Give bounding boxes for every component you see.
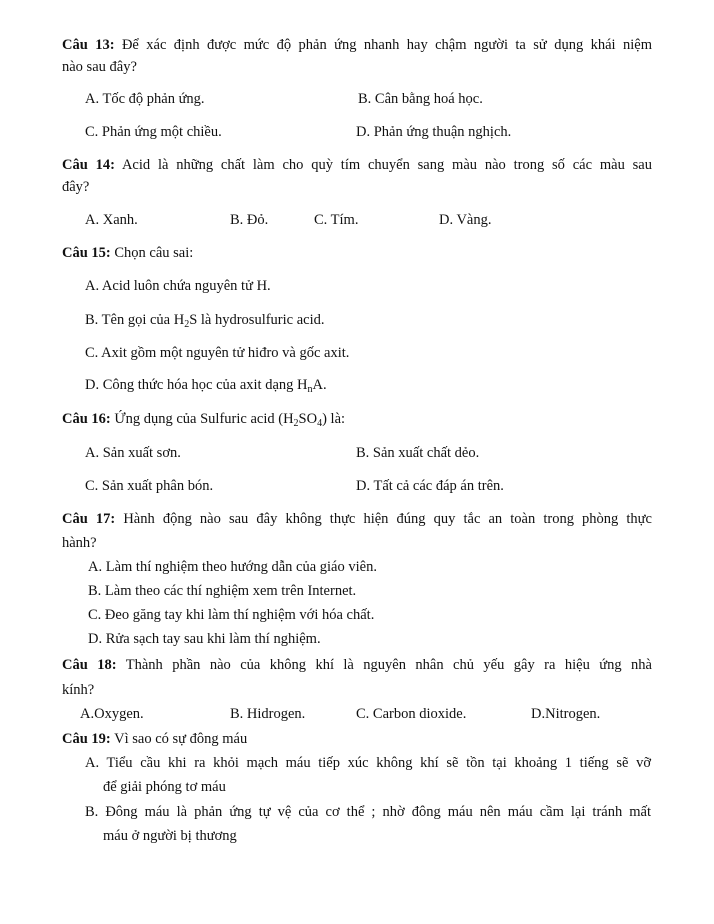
question-14-number: Câu 14: [62, 157, 115, 173]
question-17-option-d: D. Rửa sạch tay sau khi làm thí nghiệm. [88, 631, 321, 647]
question-17 [62, 510, 652, 528]
question-17-text: Hành động nào sau đây không thực hiện đúng quy tắc an toàn trong phòng thực [115, 511, 652, 527]
question-16: Câu 16: Ứng dụng của Sulfuric acid $(H_2SO_4)$ là: [62, 411, 346, 429]
question-15-number: Câu 15: [62, 245, 111, 261]
question-13 [62, 36, 652, 54]
question-15-option-a: A. Acid luôn chứa nguyên tử H. [85, 278, 271, 294]
question-19-option-a: A. Tiểu cầu khi ra khỏi mạch máu tiếp xúc không khí sẽ tồn tại khoảng 1 tiếng sẽ vỡ [85, 755, 651, 771]
question-19-text: Vì sao có sự đông máu [110, 731, 248, 747]
question-16-option-d: D. Tất cả các đáp án trên. [356, 478, 504, 494]
question-13-option-c: C. Phản ứng một chiều. [85, 124, 222, 140]
question-17-option-b: B. Làm theo các thí nghiệm xem trên Internet. [88, 583, 357, 599]
question-18-option-d: D.Nitrogen. [531, 706, 601, 722]
question-14-option-b: B. Đỏ. [230, 212, 269, 228]
question-14-text-cont: đây? [62, 179, 90, 195]
question-14 [62, 156, 652, 174]
question-17-number: Câu 17: [62, 511, 116, 527]
question-13-number: Câu 13: [62, 37, 115, 53]
question-13-text: Để xác định được mức độ phản ứng nhanh hay chậm người ta sử dụng khái niệm [114, 37, 652, 53]
question-14-option-c: C. Tím. [314, 212, 359, 228]
question-13-option-d: D. Phản ứng thuận nghịch. [356, 124, 512, 140]
question-17-option-a: A. Làm thí nghiệm theo hướng dẫn của giáo viên. [88, 559, 377, 575]
question-16-option-a: A. Sản xuất sơn. [85, 445, 181, 461]
question-17-option-c: C. Đeo găng tay khi làm thí nghiệm với hóa chất. [88, 607, 375, 623]
question-15 [62, 244, 193, 262]
question-15-option-d: D. Công thức hóa học của axit dạng $H_nA$. [85, 377, 327, 395]
question-18-text-cont: kính? [62, 682, 95, 698]
question-19 [62, 730, 247, 748]
question-13-option-a: A. Tốc độ phản ứng. [85, 91, 205, 107]
question-13-text-cont: nào sau đây? [62, 59, 137, 75]
question-19-number: Câu 19: [62, 731, 111, 747]
question-18-number: Câu 18: [62, 657, 117, 673]
question-15-option-c: C. Axit gồm một nguyên tử hiđro và gốc axit. [85, 345, 350, 361]
question-13-option-b: B. Cân bằng hoá học. [358, 91, 483, 107]
question-17-text-cont: hành? [62, 535, 97, 551]
question-18-option-c: C. Carbon dioxide. [356, 706, 467, 722]
question-19-option-b-cont: máu ở người bị thương [103, 828, 237, 844]
question-16-number: Câu 16: [62, 411, 111, 427]
question-19-option-a-cont: để giải phóng tơ máu [103, 779, 226, 795]
question-16-option-c: C. Sản xuất phân bón. [85, 478, 214, 494]
question-14-option-a: A. Xanh. [85, 212, 138, 228]
question-18-option-a: A.Oxygen. [80, 706, 144, 722]
question-19-option-b: B. Đông máu là phản ứng tự vệ của cơ thể ; nhờ đông máu nên máu cầm lại tránh mất [85, 804, 651, 820]
question-18-option-b: B. Hidrogen. [230, 706, 306, 722]
question-14-option-d: D. Vàng. [439, 212, 492, 228]
question-14-text: Acid là những chất làm cho quỳ tím chuyển sang màu nào trong số các màu sau [114, 157, 652, 173]
question-18-text: Thành phần nào của không khí là nguyên nhân chủ yếu gây ra hiệu ứng nhà [116, 657, 652, 673]
question-16-option-b: B. Sản xuất chất dẻo. [356, 445, 480, 461]
question-15-option-b: B. Tên gọi của $H_2S$ là hydrosulfuric acid. [85, 312, 325, 330]
question-18 [62, 656, 652, 674]
question-15-text: Chọn câu sai: [110, 245, 194, 261]
